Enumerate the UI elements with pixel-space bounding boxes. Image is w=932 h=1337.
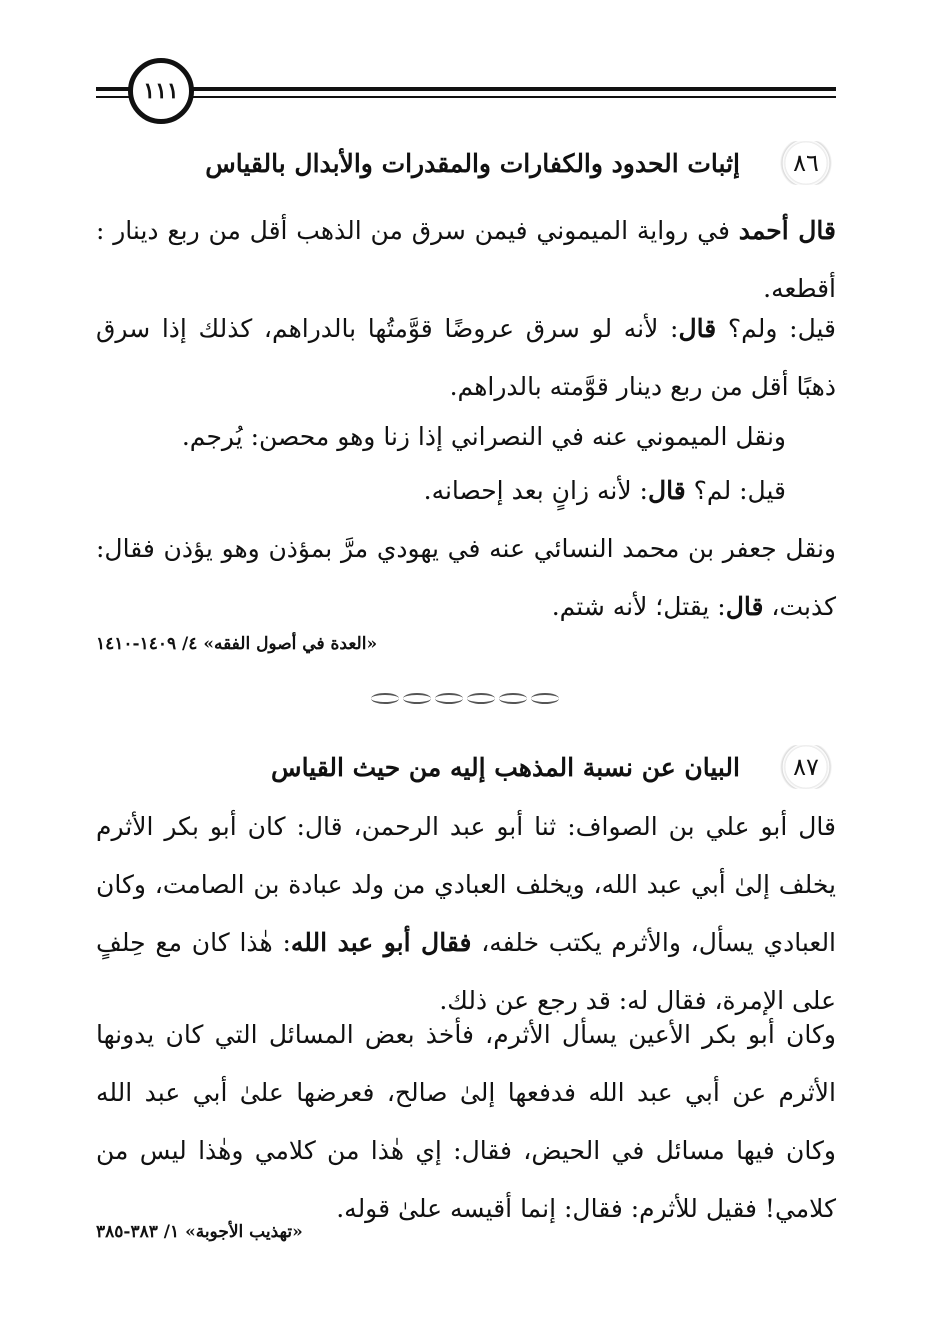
paragraph-text: قيل: ولم؟ (716, 314, 837, 343)
header-rule (96, 87, 836, 91)
page-number: ١١١ (128, 58, 194, 124)
paragraph-text: : لأنه زانٍ بعد إحصانه. (423, 476, 648, 505)
section-heading-86 (96, 138, 836, 188)
paragraph (96, 408, 786, 466)
source-citation: «تهذيب الأجوبة» ١/ ٣٨٣-٣٨٥ (96, 1222, 303, 1242)
paragraph-text: : هٰذا كان مع حِلفٍ على الإمرة، فقال له: قد رجع عن ذلك. (96, 928, 836, 1015)
section-heading-87 (96, 742, 836, 792)
bold-word: قال (647, 476, 686, 505)
paragraph (96, 798, 836, 1030)
section-divider-ornament (360, 692, 570, 704)
paragraph (96, 520, 836, 636)
paragraph-text: : لأنه لو سرق عروضًا قوَّمتُها بالدراهم، كذلك إذا سرق ذهبًا أقل من ربع دينار قوَّمته بالدراهم. (96, 314, 836, 401)
source-citation: «العدة في أصول الفقه» ٤/ ١٤٠٩-١٤١٠ (96, 634, 378, 654)
paragraph-text: قال أبو علي بن الصواف: ثنا أبو عبد الرحمن، قال: كان أبو بكر الأثرم يخلف إلىٰ أبي عبد الله، ويخلف العبادي من ولد عبادة بن الصامت، وكان العبادي يسأل، والأثرم يكتب خلفه، (96, 812, 837, 957)
paragraph (96, 462, 786, 520)
bold-word: قال (725, 592, 764, 621)
paragraph-text: وكان أبو بكر الأعين يسأل الأثرم، فأخذ بعض المسائل التي كان يدونها الأثرم عن أبي عبد الله فدفعها إلىٰ صالح، فعرضها علىٰ أبي عبد الله وكان فيها مسائل في الحيض، فقال: إي هٰذا من كلامي وهٰذا ليس من كلامي! فقيل للأثرم: فقال: إنما أقيسه علىٰ قوله. (96, 1020, 836, 1223)
paragraph-text: قيل: لم؟ (685, 476, 786, 505)
bold-phrase: فقال أبو عبد الله (290, 928, 472, 957)
bold-word: قال (678, 314, 717, 343)
section-title: إثبات الحدود والكفارات والمقدرات والأبدال بالقياس (205, 148, 740, 178)
paragraph (96, 1006, 836, 1238)
section-number-badge: ٨٦ (776, 141, 836, 185)
lead-phrase: قال أحمد (738, 216, 836, 245)
paragraph-text: ونقل الميموني عنه في النصراني إذا زنا وهو محصن: يُرجم. (181, 422, 786, 451)
paragraph (96, 300, 836, 416)
paragraph-text: في رواية الميموني فيمن سرق من الذهب أقل من ربع دينار : أقطعه. (96, 216, 836, 303)
header-rule-thin (96, 96, 836, 98)
section-title: البيان عن نسبة المذهب إليه من حيث القياس (271, 752, 740, 782)
paragraph-text: ونقل جعفر بن محمد النسائي عنه في يهودي مرَّ بمؤذن وهو يؤذن فقال: كذبت، (96, 534, 836, 621)
section-number-badge: ٨٧ (776, 745, 836, 789)
paragraph-text: : يقتل؛ لأنه شتم. (551, 592, 726, 621)
